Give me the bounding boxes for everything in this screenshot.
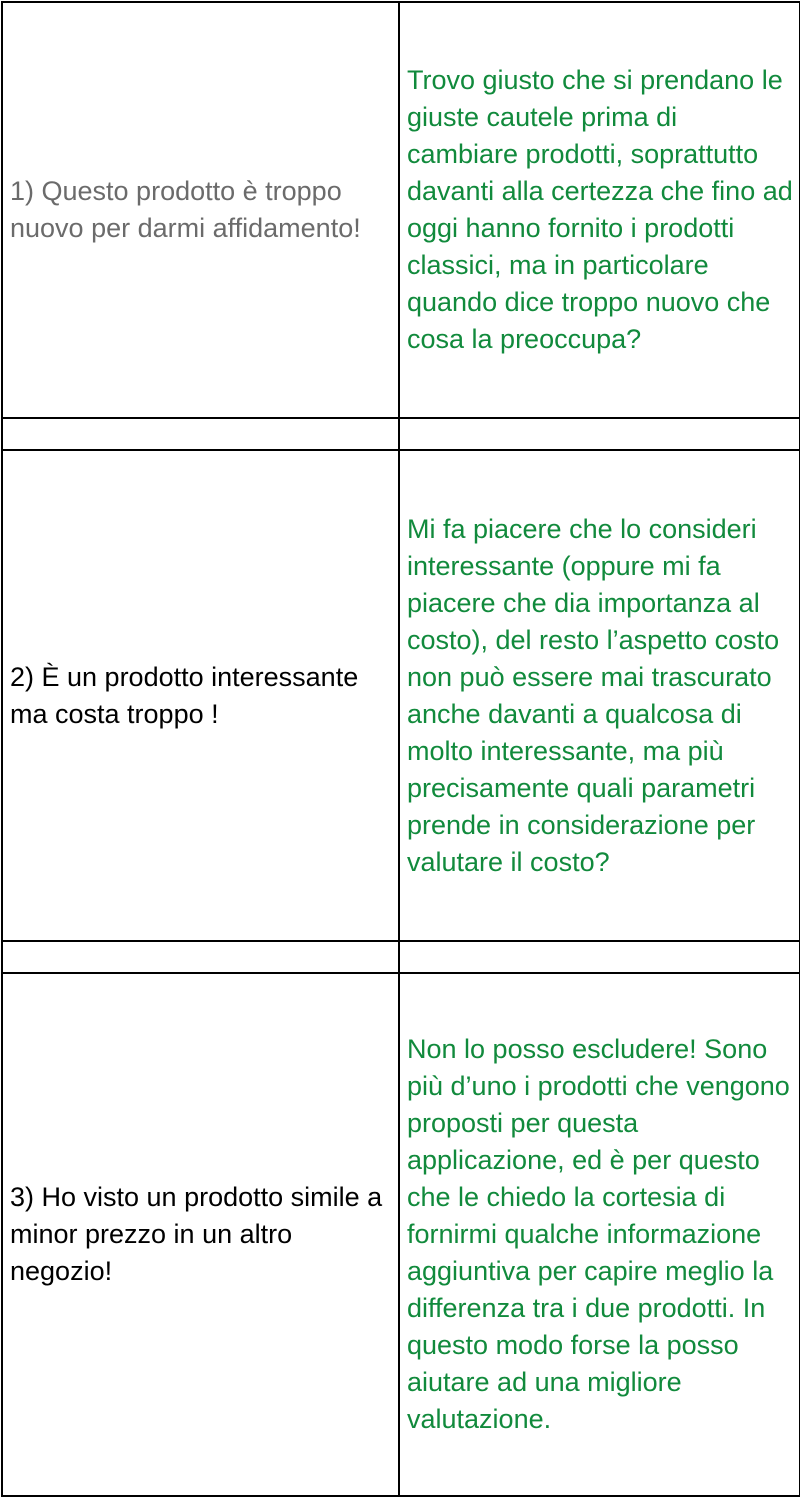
empty-cell (2, 941, 399, 973)
response-cell: Non lo posso escludere! Sono più d’uno i prodotti che vengono proposti per questa applicazione, ed è per questo che le chiedo la cortesia di fornirmi qualche informazione aggiuntiva per capire meglio la differenza tra i due prodotti. In questo modo forse la posso aiutare ad una migliore valutazione. (399, 973, 800, 1496)
empty-cell (399, 941, 800, 973)
table-row (2, 450, 800, 941)
empty-cell (399, 418, 800, 450)
objection-cell: 3) Ho visto un prodotto simile a minor prezzo in un altro negozio! (2, 973, 399, 1496)
response-cell: Mi fa piacere che lo consideri interessante (oppure mi fa piacere che dia importanza al costo), del resto l’aspetto costo non può essere mai trascurato anche davanti a qualcosa di molto interessante, ma più precisamente quali parametri prende in considerazione per valutare il costo? (399, 450, 800, 941)
spacer-row (2, 418, 800, 450)
empty-cell (2, 418, 399, 450)
objection-response-table (1, 1, 800, 1497)
response-cell: Trovo giusto che si prendano le giuste cautele prima di cambiare prodotti, soprattutto davanti alla certezza che fino ad oggi hanno fornito i prodotti classici, ma in particolare quando dice troppo nuovo che cosa la preoccupa? (399, 2, 800, 418)
table-row (2, 973, 800, 1496)
table-row (2, 2, 800, 418)
objection-cell: 2) È un prodotto interessante ma costa troppo ! (2, 450, 399, 941)
spacer-row (2, 941, 800, 973)
objection-cell: 1) Questo prodotto è troppo nuovo per darmi affidamento! (2, 2, 399, 418)
